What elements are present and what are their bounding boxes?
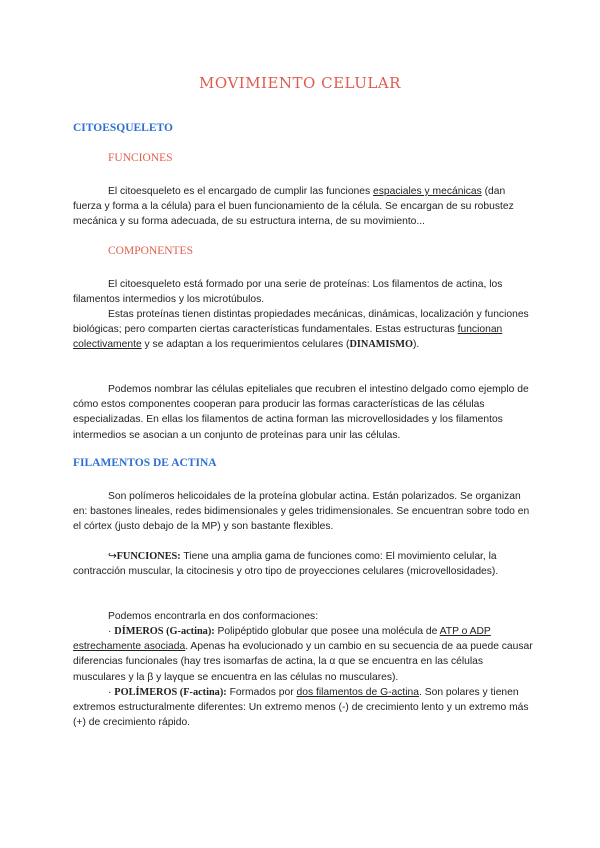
arrow-icon: ↪ <box>108 551 117 562</box>
underlined-text: dos filamentos de G-actina <box>296 687 420 698</box>
text: . Apenas ha evolucionado y un cambio en su secuencia de aa puede causar diferencias funcionales (hay tres isomarfas de actina, la α que se encuentra en las células musculares y la β y la <box>73 641 533 683</box>
text: Formados por <box>226 687 297 698</box>
text: Podemos nombrar las células epiteliales que recubren el intestino delgado como ejemplo de cómo estos componentes cooperan para producir las formas características de las células especializadas. En ellas los filamentos de actina forman las microvellosidades y los filamentos intermedios se asocian a un conjunto de proteínas para unir las células. <box>73 384 529 441</box>
paragraph-actina-1 <box>73 489 535 535</box>
underlined-text: funcionan colectivamente <box>73 324 503 351</box>
paragraph-conformaciones <box>73 609 535 624</box>
paragraph-componentes-1 <box>73 277 535 307</box>
text: Son polímeros helicoidales de la proteína globular actina. Están polarizados. Se organizan en: bastones lineales, redes bidimensionales y geles tridimensionales. Se encuentran sobre todo en el córtex (justo debajo de la MP) y son bastante flexibles. <box>73 491 530 533</box>
text: Podemos encontrarla en dos conformaciones: <box>108 611 319 622</box>
heading-filamentos-actina: FILAMENTOS DE ACTINA <box>73 457 217 469</box>
heading-citoesqueleto: CITOESQUELETO <box>73 122 173 134</box>
text: . Son polares y tienen extremos estructuralmente diferentes: Un extremo menos (-) de crecimiento lento y un extremo más (+) de crecimiento rápido. <box>73 687 529 729</box>
underlined-text: espaciales y mecánicas <box>373 186 482 197</box>
text: Estas proteínas tienen distintas propiedades mecánicas, dinámicas, localización y funciones biológicas; pero comparten ciertas características fundamentales. Estas estructuras <box>73 309 529 336</box>
bold-text: DÍMEROS (G-actina): <box>114 626 215 637</box>
gamma-symbol: γ <box>172 671 178 683</box>
text: El citoesqueleto está formado por una serie de proteínas: Los filamentos de actina, los filamentos intermedios y los microtúbulos. <box>73 279 503 306</box>
list-item-dimeros <box>73 624 535 685</box>
text: (dan fuerza y forma a la célula) para el buen funcionamiento de la célula. Se encargan de su robustez mecánica y su forma adecuada, de su estructura interna, de su movimiento... <box>73 186 514 228</box>
bold-text: POLÍMEROS (F-actina): <box>114 687 227 698</box>
list-item-polimeros <box>73 685 535 731</box>
text: Polipéptido globular que posee una molécula de <box>214 626 440 637</box>
underlined-text: ATP o ADP estrechamente asociada <box>73 626 491 653</box>
paragraph-componentes-3 <box>73 382 535 443</box>
text: Tiene una amplia gama de funciones como: El movimiento celular, la contracción muscular, la citocinesis y otro tipo de proyecciones celulares (microvellosidades). <box>73 551 499 578</box>
paragraph-actina-funciones <box>73 549 535 579</box>
subheading-componentes: COMPONENTES <box>108 245 193 257</box>
text: que se encuentra en las células no musculares). <box>177 671 399 683</box>
bold-text: DINAMISMO <box>349 339 413 351</box>
bold-text: FUNCIONES: <box>116 551 181 562</box>
paragraph-funciones <box>73 184 535 230</box>
bullet-icon: · <box>108 687 115 698</box>
bullet-icon: · <box>108 626 115 637</box>
text: y se adaptan a los requerimientos celulares ( <box>141 339 350 351</box>
page-title: MOVIMIENTO CELULAR <box>199 74 401 92</box>
subheading-funciones: FUNCIONES <box>108 152 173 164</box>
text: ). <box>412 339 420 351</box>
paragraph-componentes-2 <box>73 307 535 353</box>
text: El citoesqueleto es el encargado de cumplir las funciones <box>108 186 374 197</box>
